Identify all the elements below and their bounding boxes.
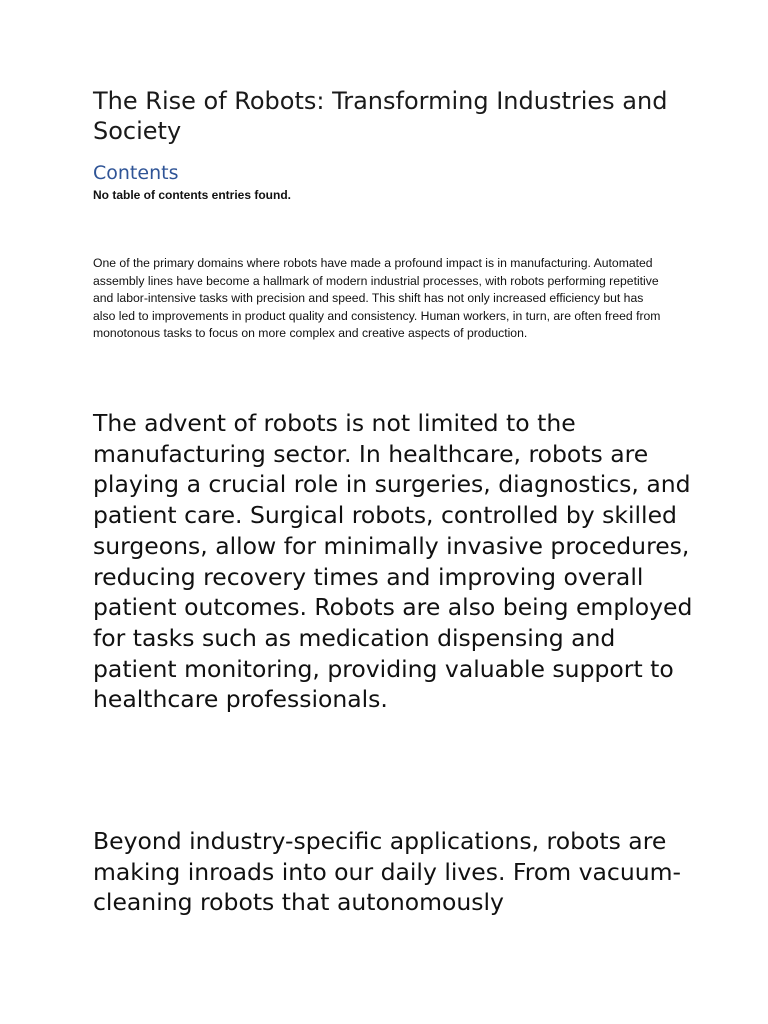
paragraph-manufacturing: One of the primary domains where robots have made a profound impact is in manufacturing. Automated assembly lines have become a hallmark of modern industrial processes, with robots performing repetitive and labor-intensive tasks with precision and speed. This shift has not only increased efficiency but has also led to improvements in product quality and consistency. Human workers, in turn, are often freed from monotonous tasks to focus on more complex and creative aspects of production. xyxy=(93,256,661,341)
paragraph-healthcare: The advent of robots is not limited to the manufacturing sector. In healthcare, robots are playing a crucial role in surgeries, diagnostics, and patient care. Surgical robots, controlled by skilled surgeons, allow for minimally invasive procedures, reducing recovery times and improving overall patient outcomes. Robots are also being employed for tasks such as medication dispensing and patient monitoring, providing valuable support to healthcare professionals. xyxy=(93,409,693,714)
toc-empty-message: No table of contents entries found. xyxy=(93,188,292,202)
paragraph-daily-life: Beyond industry-specific applications, robots are making inroads into our daily lives. From vacuum-cleaning robots that autonomously xyxy=(93,827,682,917)
document-title: The Rise of Robots: Transforming Industries and Society xyxy=(93,87,668,145)
toc-heading: Contents xyxy=(93,162,179,184)
